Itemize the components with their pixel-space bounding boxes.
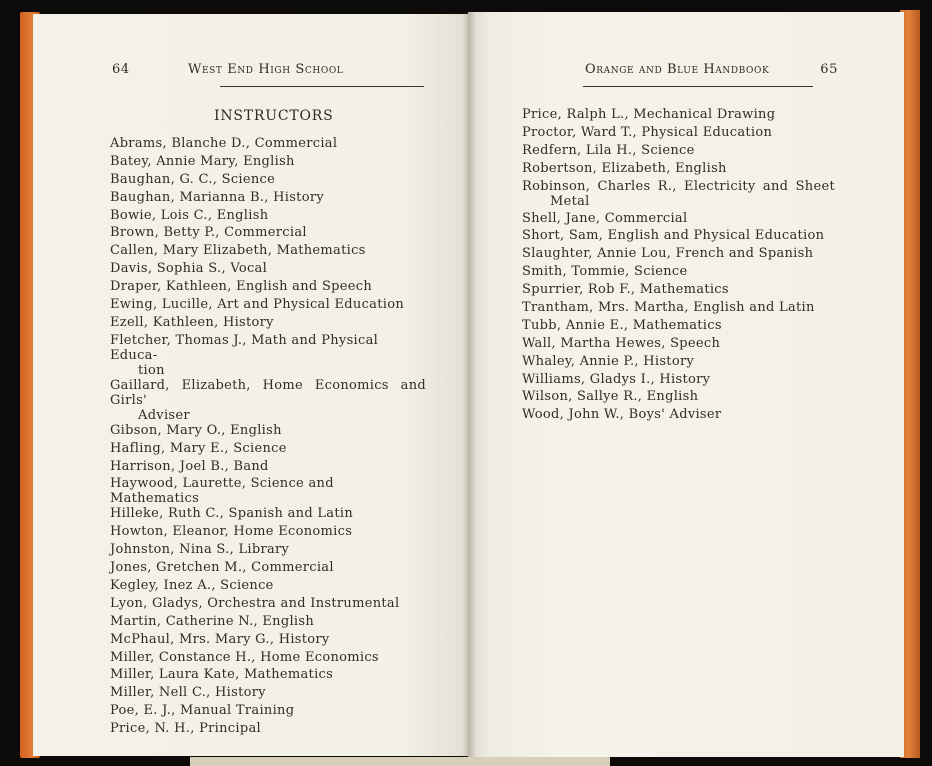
instructor-text: Baughan, Marianna B., History <box>110 189 324 205</box>
instructor-text: Short, Sam, English and Physical Education <box>522 228 825 244</box>
instructor-entry <box>110 667 426 685</box>
instructor-entry <box>110 243 426 261</box>
instructor-entry <box>522 336 835 354</box>
instructor-text: Wood, John W., Boys' Adviser <box>522 407 722 423</box>
right-page-number: 65 <box>820 62 838 77</box>
instructor-entry <box>110 721 426 739</box>
bottom-edge <box>190 757 610 766</box>
instructor-entry <box>522 107 835 125</box>
instructor-text: Price, N. H., Principal <box>110 721 261 737</box>
instructor-text: Bowie, Lois C., English <box>110 207 269 223</box>
instructor-entry <box>110 703 426 721</box>
instructor-text: Fletcher, Thomas J., Math and Physical Educa- <box>110 332 379 363</box>
book-gutter <box>462 12 476 757</box>
instructor-entry <box>522 179 835 211</box>
instructor-text: Callen, Mary Elizabeth, Mathematics <box>110 243 366 259</box>
instructor-text: Brown, Betty P., Commercial <box>110 225 307 241</box>
instructor-text-continued: tion <box>138 362 165 378</box>
instructor-text: Spurrier, Rob F., Mathematics <box>522 282 729 298</box>
instructor-entry <box>110 578 426 596</box>
instructor-entry <box>522 125 835 143</box>
instructor-text: Abrams, Blanche D., Commercial <box>110 136 338 151</box>
instructor-text: Proctor, Ward T., Physical Education <box>522 124 773 140</box>
instructor-entry <box>110 423 426 441</box>
instructor-text: Draper, Kathleen, English and Speech <box>110 279 373 295</box>
instructor-entry <box>522 318 835 336</box>
instructor-list-left <box>110 136 426 739</box>
instructor-text: McPhaul, Mrs. Mary G., History <box>110 631 330 647</box>
instructor-entry <box>522 161 835 179</box>
instructor-entry <box>110 441 426 459</box>
instructor-text: Jones, Gretchen M., Commercial <box>110 560 334 576</box>
instructor-text: Harrison, Joel B., Band <box>110 458 269 474</box>
instructor-entry <box>110 560 426 578</box>
left-header-rule <box>220 86 424 87</box>
instructor-text: Baughan, G. C., Science <box>110 171 276 187</box>
instructor-text: Howton, Eleanor, Home Economics <box>110 524 353 540</box>
instructor-text: Robinson, Charles R., Electricity and Sheet <box>522 178 835 194</box>
right-header-rule <box>583 86 813 87</box>
instructor-text: Haywood, Laurette, Science and Mathematics <box>110 476 334 507</box>
instructor-entry <box>110 225 426 243</box>
instructor-entry <box>110 378 426 423</box>
instructor-text-continued: Adviser <box>138 407 190 423</box>
instructor-text: Shell, Jane, Commercial <box>522 210 688 226</box>
instructor-text: Davis, Sophia S., Vocal <box>110 261 268 277</box>
instructor-text: Ezell, Kathleen, History <box>110 314 274 330</box>
instructor-entry <box>110 261 426 279</box>
instructor-entry <box>110 459 426 477</box>
instructor-entry <box>110 172 426 190</box>
instructor-entry <box>110 208 426 226</box>
left-running-title: West End High School <box>188 62 344 77</box>
instructor-entry <box>522 143 835 161</box>
instructor-entry <box>110 297 426 315</box>
instructor-text: Price, Ralph L., Mechanical Drawing <box>522 107 776 122</box>
instructor-text: Smith, Tommie, Science <box>522 264 688 280</box>
instructor-text: Redfern, Lila H., Science <box>522 142 695 158</box>
instructor-text: Hafling, Mary E., Science <box>110 440 287 456</box>
instructor-text: Gaillard, Elizabeth, Home Economics and Girls' <box>110 377 426 408</box>
instructor-entry <box>110 542 426 560</box>
instructor-text: Gibson, Mary O., English <box>110 422 282 438</box>
instructor-list-right <box>522 107 835 425</box>
left-page-number: 64 <box>112 62 130 77</box>
instructor-entry <box>110 596 426 614</box>
instructor-entry <box>110 614 426 632</box>
instructor-text: Trantham, Mrs. Martha, English and Latin <box>522 300 815 316</box>
left-page-header <box>112 62 424 82</box>
instructor-entry <box>522 389 835 407</box>
instructor-entry <box>522 246 835 264</box>
instructor-text: Ewing, Lucille, Art and Physical Education <box>110 297 404 313</box>
instructor-text-continued: Metal <box>550 193 590 209</box>
instructor-entry <box>522 228 835 246</box>
instructor-text: Slaughter, Annie Lou, French and Spanish <box>522 246 814 262</box>
instructor-entry <box>522 211 835 229</box>
instructor-text: Hilleke, Ruth C., Spanish and Latin <box>110 506 354 522</box>
instructor-entry <box>110 333 426 378</box>
instructor-entry <box>522 372 835 390</box>
instructor-entry <box>110 632 426 650</box>
instructor-text: Wilson, Sallye R., English <box>522 389 699 405</box>
instructor-text: Miller, Constance H., Home Economics <box>110 649 379 665</box>
instructor-text: Poe, E. J., Manual Training <box>110 703 295 719</box>
instructor-entry <box>522 300 835 318</box>
instructor-text: Batey, Annie Mary, English <box>110 153 295 169</box>
instructor-entry <box>110 524 426 542</box>
instructor-entry <box>110 154 426 172</box>
instructor-text: Williams, Gladys I., History <box>522 371 711 387</box>
right-running-title: Orange and Blue Handbook <box>585 62 770 77</box>
instructor-text: Wall, Martha Hewes, Speech <box>522 335 721 351</box>
instructor-entry <box>522 264 835 282</box>
instructor-entry <box>522 354 835 372</box>
instructor-entry <box>522 407 835 425</box>
instructor-entry <box>110 685 426 703</box>
instructor-entry <box>110 190 426 208</box>
instructor-entry <box>110 650 426 668</box>
instructor-entry <box>522 282 835 300</box>
instructor-entry <box>110 315 426 333</box>
section-title: INSTRUCTORS <box>214 108 334 124</box>
instructor-text: Robertson, Elizabeth, English <box>522 160 727 176</box>
instructor-entry <box>110 506 426 524</box>
right-page-header <box>585 62 838 82</box>
instructor-text: Lyon, Gladys, Orchestra and Instrumental <box>110 595 400 611</box>
instructor-text: Miller, Nell C., History <box>110 685 266 701</box>
instructor-text: Whaley, Annie P., History <box>522 353 695 369</box>
instructor-entry <box>110 136 426 154</box>
instructor-text: Kegley, Inez A., Science <box>110 578 274 594</box>
instructor-text: Martin, Catherine N., English <box>110 613 315 629</box>
instructor-text: Tubb, Annie E., Mathematics <box>522 317 722 333</box>
instructor-entry <box>110 279 426 297</box>
instructor-text: Miller, Laura Kate, Mathematics <box>110 667 334 683</box>
instructor-entry <box>110 476 426 506</box>
instructor-text: Johnston, Nina S., Library <box>110 542 290 558</box>
